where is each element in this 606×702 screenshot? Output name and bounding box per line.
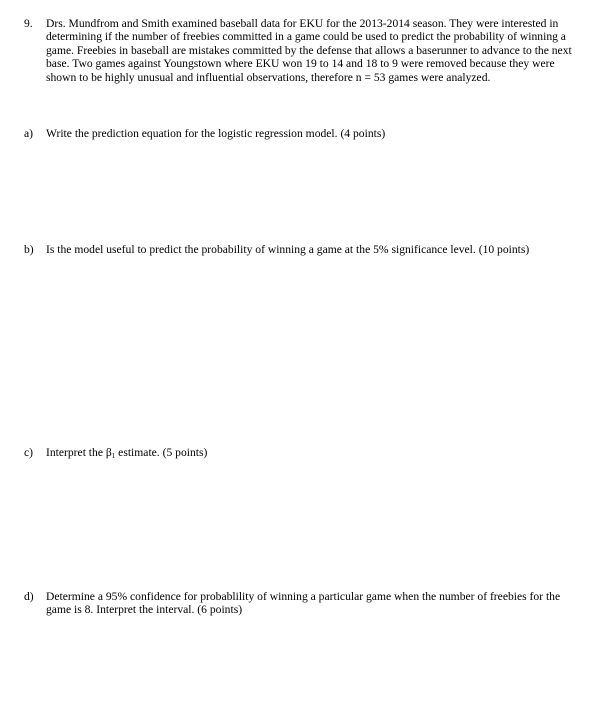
part-a	[24, 127, 584, 140]
part-a-text: Write the prediction equation for the logistic regression model. (4 points)	[46, 127, 386, 140]
part-c-text	[46, 446, 584, 459]
part-c-text-after: estimate. (5 points)	[115, 446, 208, 459]
question-intro: Drs. Mundfrom and Smith examined baseball data for EKU for the 2013-2014 season. They were interested in determining if the number of freebies committed in a game could be used to predict the probability of winning a game. Freebies in baseball are mistakes committed by the defense that allows a baserunner to advance to the next base. Two games against Youngstown where EKU won 19 to 14 and 18 to 9 were removed because they were shown to be highly unusual and influential observations, therefore n = 53 games were analyzed.	[46, 17, 572, 84]
part-d-text: Determine a 95% confidence for probablility of winning a particular game when the number of freebies for the game is 8. Interpret the interval. (6 points)	[46, 590, 561, 617]
part-d-label: d)	[24, 590, 34, 603]
question-9	[24, 17, 584, 84]
part-a-label: a)	[24, 127, 34, 140]
part-c-label: c)	[24, 446, 34, 459]
part-c-text-before: Interpret the β	[46, 446, 112, 459]
part-c	[24, 446, 584, 459]
part-d	[24, 590, 584, 617]
part-b-label: b)	[24, 243, 34, 256]
part-b	[24, 243, 584, 256]
part-b-text: Is the model useful to predict the probability of winning a game at the 5% significance level. (10 points)	[46, 243, 530, 256]
beta-subscript: 1	[111, 452, 116, 460]
question-number: 9.	[24, 17, 33, 30]
